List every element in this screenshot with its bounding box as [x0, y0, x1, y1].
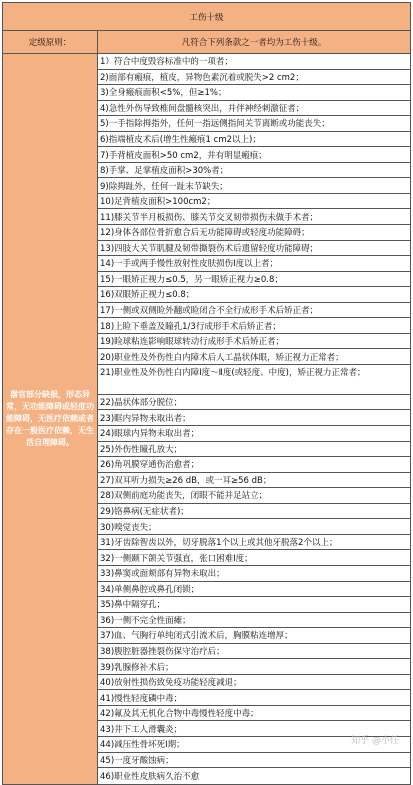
criteria-item: 15)一眼矫正视力≤0.5，另一眼矫正视力≥0.8； — [98, 272, 410, 288]
principle-row — [3, 31, 410, 54]
criteria-item: 25)外伤性瞳孔放大； — [98, 442, 410, 458]
criteria-item: 5)一手指除拇指外，任何一指远侧指间关节离断或功能丧失； — [98, 116, 410, 132]
criteria-item: 16)双眼矫正视力≤0.8； — [98, 287, 410, 303]
criteria-item: 33)鼻窦或面颊部有异物未取出； — [98, 566, 410, 582]
criteria-summary-cell — [3, 54, 98, 784]
criteria-item: 4)急性外伤导致椎间盘髓核突出，并伴神经刺激征者； — [98, 101, 410, 117]
criteria-item: 43)井下工人滑囊炎； — [98, 721, 410, 737]
criteria-item: 8)手掌、足掌植皮面积>30%者； — [98, 163, 410, 179]
criteria-item: 13)四肢大关节肌腱及韧带撕裂伤术后遗留轻度功能障碍； — [98, 241, 410, 257]
criteria-item: 37)血、气胸行单纯闭式引流术后，胸膜粘连增厚； — [98, 628, 410, 644]
criteria-item: 19)睑球粘连影响眼球转动行成形手术后矫正者； — [98, 334, 410, 350]
criteria-item: 38)腹腔脏器挫裂伤保守治疗后； — [98, 644, 410, 660]
criteria-item: 34)单侧鼻腔或鼻孔闭锁； — [98, 582, 410, 598]
criteria-item: 6)指端植皮术后(增生性瘢痕1 cm2以上)； — [98, 132, 410, 148]
criteria-item: 10)足背植皮面积>100cm2； — [98, 194, 410, 210]
criteria-item: 3)全身瘢痕面积<5%，但≥1%； — [98, 85, 410, 101]
criteria-item: 45)一度牙酸蚀病； — [98, 753, 410, 769]
criteria-body — [3, 54, 410, 784]
criteria-item: 35)鼻中隔穿孔； — [98, 597, 410, 613]
watermark: 知乎 @小任 — [351, 736, 399, 746]
criteria-item: 17)一侧或双侧睑外翻或睑闭合不全行成形手术后矫正者； — [98, 303, 410, 319]
disability-table — [2, 2, 411, 785]
criteria-item: 29)铬鼻病(无症状者)； — [98, 504, 410, 520]
criteria-item: 46)职业性皮肤病久治不愈 — [100, 771, 200, 782]
criteria-item: 22)晶状体部分脱位； — [98, 395, 410, 411]
criteria-item: 9)除拇趾外，任何一趾末节缺失； — [98, 178, 410, 194]
criteria-item: 28)双侧前庭功能丧失，闭眼不能并足站立； — [98, 488, 410, 504]
criteria-item: 42)氟及其无机化合物中毒慢性轻度中毒； — [98, 706, 410, 722]
criteria-item: 30)嗅觉丧失； — [98, 519, 410, 535]
criteria-item: 23)眶内异物未取出者； — [98, 410, 410, 426]
criteria-item: 40)放射性损伤致免疫功能轻度减退； — [98, 675, 410, 691]
criteria-item: 11)膝关节半月板损伤、膝关节交叉韧带损伤未做手术者； — [98, 209, 410, 225]
criteria-item: 32)一侧颞下颌关节强直，张口困难I度； — [98, 550, 410, 566]
criteria-item: 26)角巩膜穿通伤治愈者； — [98, 457, 410, 473]
criteria-item: 36)一侧不完全性面瘫； — [98, 613, 410, 629]
criteria-item: 7)手背植皮面积>50 cm2，并有明显瘢痕； — [98, 147, 410, 163]
criteria-item: 24)眼球内异物未取出者； — [98, 426, 410, 442]
criteria-item: 41)慢性轻度磷中毒； — [98, 690, 410, 706]
criteria-item: 2)面部有瘢痕，植皮，异物色素沉着或脱失>2 cm2； — [98, 70, 410, 86]
criteria-item: 31)牙齿除智齿以外，切牙脱落1个以上或其他牙脱落2个以上； — [98, 535, 410, 551]
criteria-item: 18)上睑下垂盖及瞳孔1/3行成形手术后矫正者； — [98, 318, 410, 334]
criteria-item: 39)乳腺修补术后； — [98, 659, 410, 675]
criteria-summary-text: 器官部分缺损，形态异常，无功能障碍或轻度功能障碍，无医疗依赖或者存在一般医疗依赖，无生活自理障碍。 — [6, 389, 94, 447]
principle-text: 凡符合下列条款之一者均为工伤十级。 — [181, 38, 327, 48]
criteria-item: 21)职业性及外伤性白内障Ⅰ度～Ⅱ度(或轻度、中度)，矫正视力正常者； — [98, 365, 410, 395]
criteria-item: 12)身体各部位骨折愈合后无功能障碍或轻度功能障碍； — [98, 225, 410, 241]
principle-label: 定级原则： — [3, 31, 98, 53]
criteria-item: 1）符合中度毁容标准中的一项者； — [98, 54, 410, 70]
criteria-item: 20)职业性及外伤性白内障术后人工晶状体眼，矫正视力正常者； — [98, 349, 410, 365]
criteria-list — [98, 54, 410, 784]
criteria-item: 27)双耳听力损失≥26 dB，或一耳≥56 dB； — [98, 473, 410, 489]
table-title: 工伤十级 — [3, 3, 410, 31]
criteria-item: 14)一手或两手慢性放射性皮肤损伤I度以上者； — [98, 256, 410, 272]
criteria-item: 44)减压性骨坏死Ⅰ期； — [98, 737, 410, 753]
